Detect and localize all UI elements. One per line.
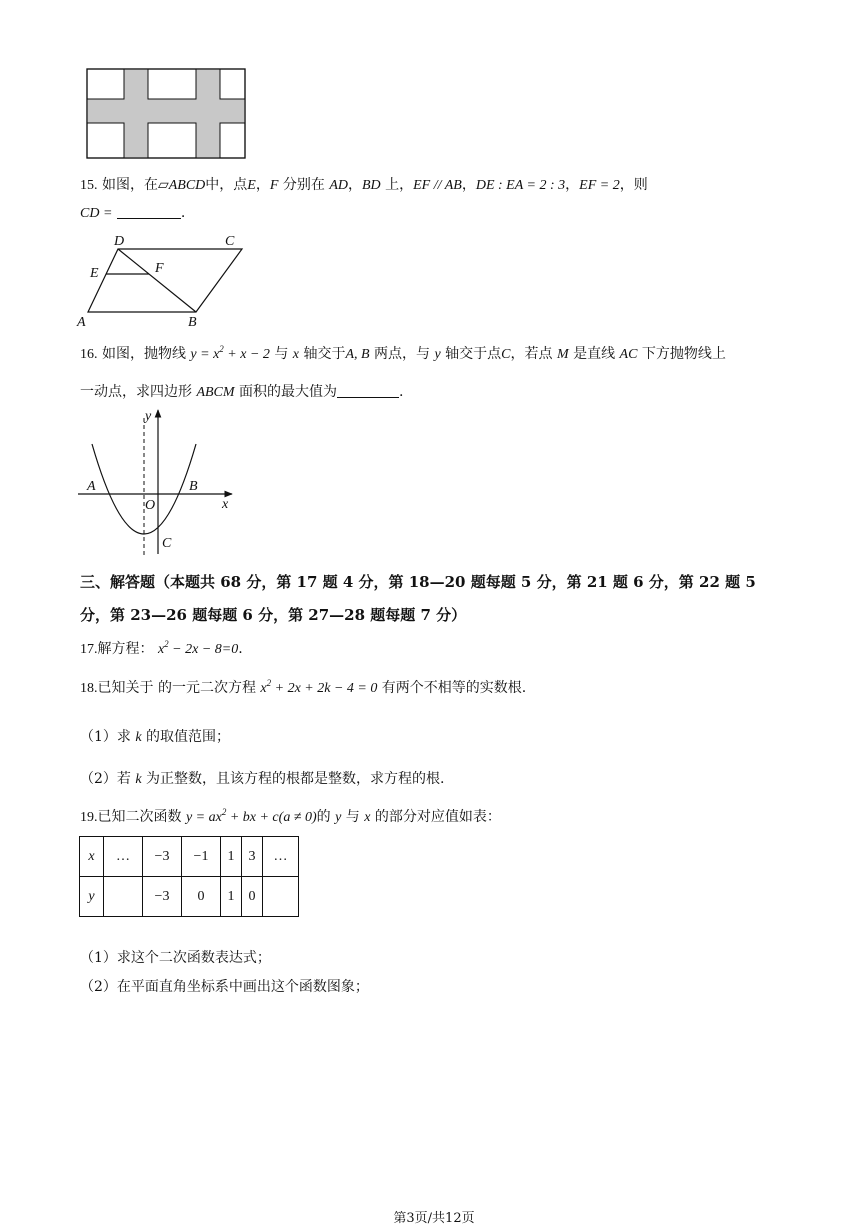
- table-cell: 0: [182, 877, 221, 917]
- answer-blank[interactable]: [117, 204, 181, 219]
- label-c: C: [225, 234, 235, 249]
- table-row-y: [80, 877, 299, 917]
- q15-line2: CD = .: [80, 205, 186, 221]
- q16-line2: 一动点，求四边形 ABCM 面积的最大值为 .: [80, 384, 404, 400]
- diagonal-bd: [118, 249, 196, 312]
- label-f: F: [155, 261, 164, 276]
- q18-part2: （2）若 k 为正整数，且该方程的根都是整数，求方程的根.: [80, 771, 445, 787]
- parallelogram-symbol: ▱: [157, 178, 169, 193]
- table-cell: 1: [221, 837, 242, 877]
- parallelogram-figure: [76, 230, 256, 330]
- q18-equation: $x^2 + 2x + 2k - 4 = 0$: [260, 678, 378, 696]
- table-cell: −3: [143, 877, 182, 917]
- q17: 17.解方程： $x^2 - 2x - 8=0$.: [80, 639, 243, 657]
- gray-vertical-band-left: [124, 69, 148, 158]
- q19-equation: $y = ax^2$ + bx + c: [185, 807, 279, 825]
- parabola-figure: [76, 404, 246, 562]
- table-cell: …: [263, 837, 299, 877]
- section3-heading-line1: 三、解答题（本题共 68 分，第 17 题 4 分，第 18—20 题每题 5 分，第 21 题 6 分，第 22 题 5: [80, 573, 756, 591]
- table-cell: y: [80, 877, 104, 917]
- label-b: B: [189, 479, 198, 494]
- label-e: E: [90, 266, 99, 281]
- table-cell: 3: [242, 837, 263, 877]
- parallelogram-abcd: [88, 249, 242, 312]
- q17-equation: $x^2 - 2x - 8=0$: [157, 639, 239, 657]
- q19-line1: 19.已知二次函数 $y = ax^2$ + bx + c(a ≠ 0)的 y 与 x 的部分对应值如表：: [80, 807, 501, 825]
- table-cell: −1: [182, 837, 221, 877]
- section3-heading-line2: 分，第 23—26 题每题 6 分，第 27—28 题每题 7 分）: [80, 606, 467, 624]
- gray-vertical-band-right: [196, 69, 220, 158]
- answer-blank[interactable]: [337, 383, 399, 398]
- table-cell: 1: [221, 877, 242, 917]
- parabola-equation: $y = x^2 + x - 2$: [190, 344, 270, 362]
- label-x: x: [222, 497, 229, 512]
- table-cell: [263, 877, 299, 917]
- table-cell: …: [104, 837, 143, 877]
- table-row-x: [80, 837, 299, 877]
- q18-line1: 18.已知关于 的一元二次方程 $x^2 + 2x + 2k - 4 = 0$ 有两个不相等的实数根.: [80, 678, 527, 696]
- label-c: C: [162, 536, 172, 551]
- label-d: D: [114, 234, 125, 249]
- page-number: 第3页/共12页: [393, 1211, 475, 1226]
- q19-part2: （2）在平面直角坐标系中画出这个函数图象；: [80, 979, 369, 995]
- q18-part1: （1）求 k 的取值范围；: [80, 729, 231, 745]
- q16-line1: 16. 如图，抛物线 $y = x^2 + x - 2$ 与 x 轴交于A, B 两点，与 y 轴交于点C，若点 M 是直线 AC 下方抛物线上: [80, 344, 726, 362]
- table-cell: 0: [242, 877, 263, 917]
- label-b: B: [188, 315, 197, 330]
- label-a: A: [77, 315, 86, 330]
- table-cell: x: [80, 837, 104, 877]
- q19-part1: （1）求这个二次函数表达式；: [80, 950, 271, 966]
- label-a: A: [87, 479, 96, 494]
- table-cell: [104, 877, 143, 917]
- label-y: y: [145, 409, 152, 424]
- q15-line1: 15. 如图，在▱ABCD中，点E，F 分别在 AD，BD 上，EF // AB，DE : EA = 2 : 3，EF = 2，则: [80, 177, 648, 193]
- value-table: [79, 836, 299, 917]
- gray-horizontal-band: [87, 99, 245, 123]
- label-o: O: [145, 498, 156, 513]
- table-cell: −3: [143, 837, 182, 877]
- grid-figure: [86, 68, 248, 160]
